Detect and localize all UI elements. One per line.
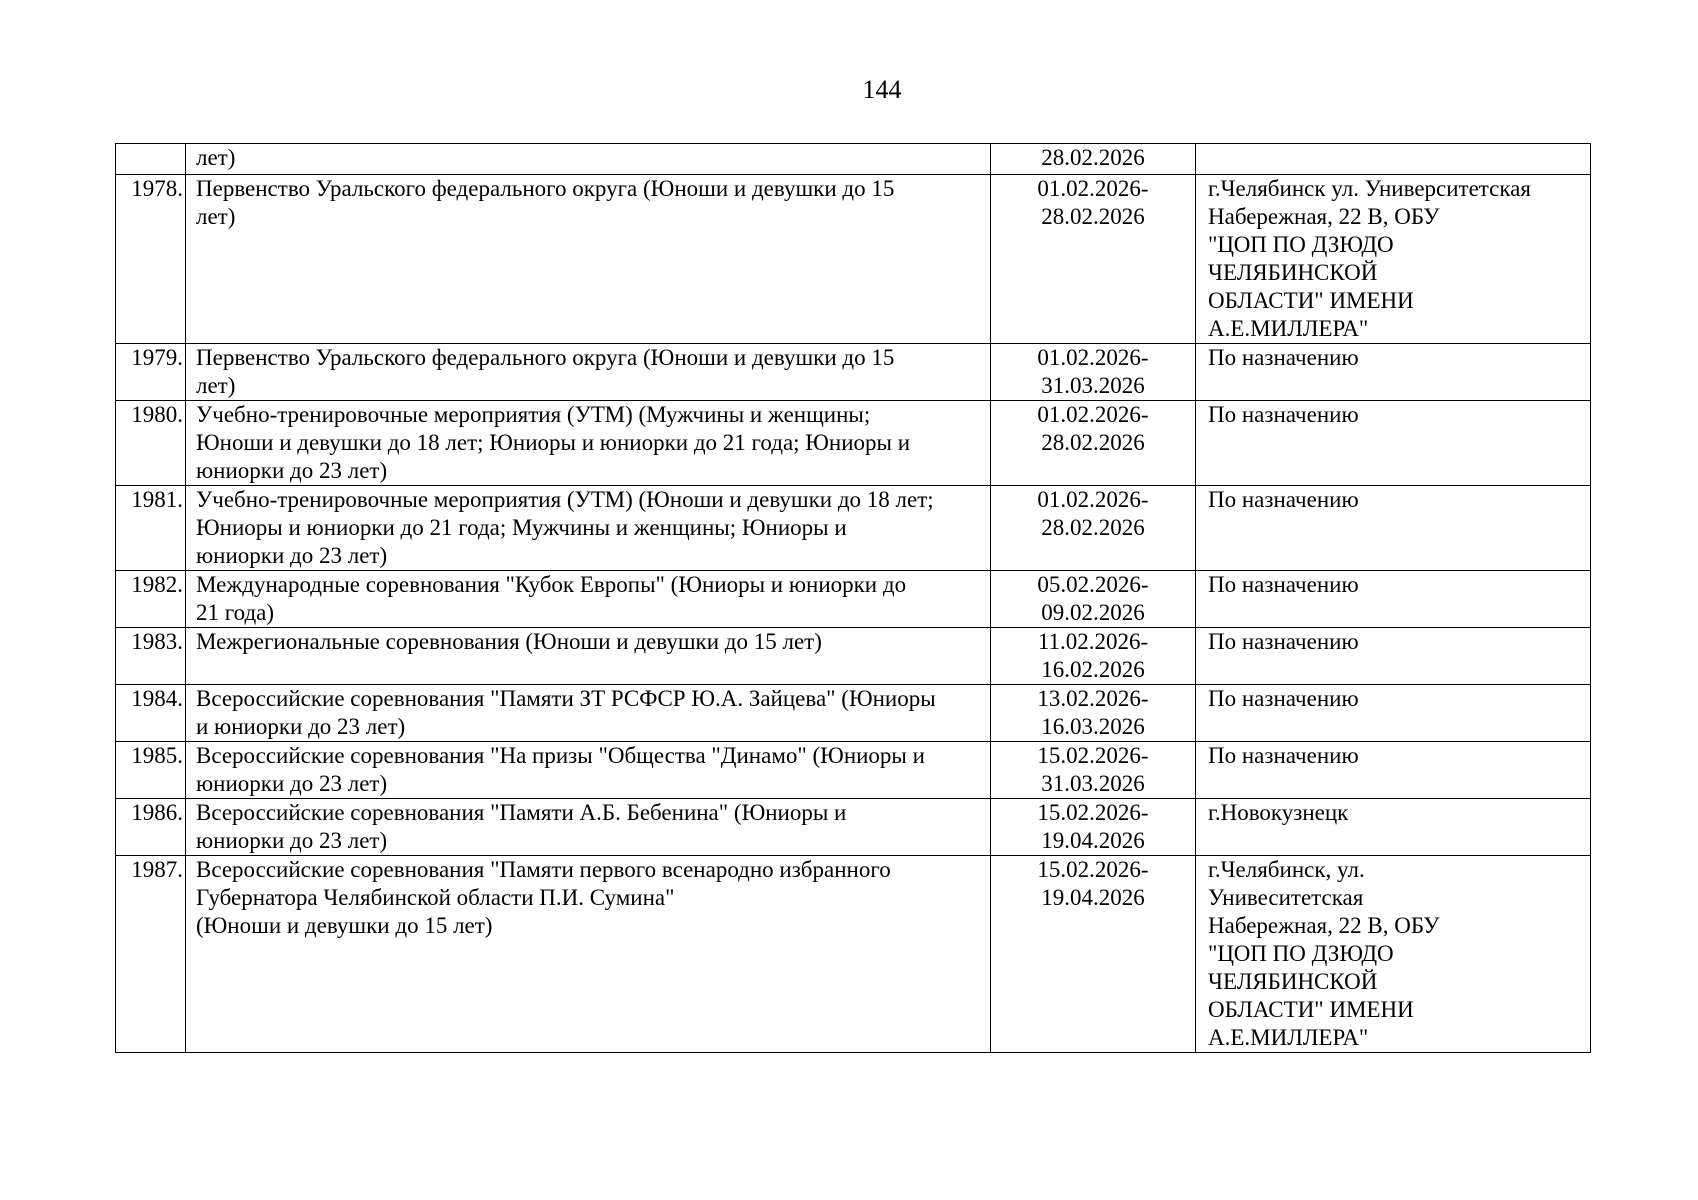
event-dates-line: 09.02.2026: [1041, 600, 1145, 625]
event-place-cell: [1196, 856, 1591, 1053]
event-dates-cell: [991, 175, 1196, 344]
row-number: 1981.: [116, 486, 186, 571]
table-row: [116, 175, 1591, 344]
event-dates-line: 28.02.2026: [1041, 204, 1145, 229]
event-place-line: "ЦОП ПО ДЗЮДО: [1208, 232, 1394, 257]
event-name-cell: [186, 401, 991, 486]
table-row: [116, 401, 1591, 486]
event-dates-line: 01.02.2026-: [1037, 345, 1149, 370]
event-name-line: Учебно-тренировочные мероприятия (УТМ) (Мужчины и женщины;: [196, 402, 871, 427]
event-name-line: юниорки до 23 лет): [196, 828, 388, 853]
event-place-line: г.Челябинск ул. Университетская: [1208, 176, 1531, 201]
event-dates-cell: [991, 344, 1196, 401]
event-name-cell: [186, 628, 991, 685]
event-place-cell: [1196, 486, 1591, 571]
event-name-cell: [186, 175, 991, 344]
row-number: 1980.: [116, 401, 186, 486]
event-name-cell: [186, 144, 991, 175]
row-number: 1986.: [116, 799, 186, 856]
table-row: [116, 856, 1591, 1053]
event-name-line: Юниоры и юниорки до 21 года; Мужчины и женщины; Юниоры и: [196, 515, 847, 540]
event-place-cell: [1196, 628, 1591, 685]
event-dates-line: 31.03.2026: [1041, 373, 1145, 398]
event-place-cell: [1196, 344, 1591, 401]
event-place-line: Набережная, 22 В, ОБУ: [1208, 913, 1440, 938]
table-row: [116, 144, 1591, 175]
event-name-line: Первенство Уральского федерального округа (Юноши и девушки до 15: [196, 176, 895, 201]
event-dates-cell: [991, 571, 1196, 628]
event-name-cell: [186, 571, 991, 628]
event-place-line: А.Е.МИЛЛЕРА": [1208, 316, 1369, 341]
event-name-line: Международные соревнования "Кубок Европы" (Юниоры и юниорки до: [196, 572, 907, 597]
event-dates-line: 16.03.2026: [1041, 714, 1145, 739]
event-name-line: Губернатора Челябинской области П.И. Сумина": [196, 885, 675, 910]
event-dates-line: 05.02.2026-: [1037, 572, 1149, 597]
event-place-cell: [1196, 742, 1591, 799]
table-row: [116, 685, 1591, 742]
event-name-cell: [186, 799, 991, 856]
event-place-line: ОБЛАСТИ" ИМЕНИ: [1208, 288, 1414, 313]
event-name-line: юниорки до 23 лет): [196, 771, 388, 796]
event-dates-cell: [991, 401, 1196, 486]
event-place-cell: [1196, 175, 1591, 344]
event-dates-line: 28.02.2026: [1041, 430, 1145, 455]
table-row: [116, 571, 1591, 628]
event-dates-cell: [991, 628, 1196, 685]
event-name-cell: [186, 486, 991, 571]
event-dates-line: 28.02.2026: [1041, 515, 1145, 540]
event-place-line: Унивеситетская: [1208, 885, 1364, 910]
event-dates-cell: [991, 685, 1196, 742]
event-place-line: г.Челябинск, ул.: [1208, 857, 1365, 882]
row-number: 1978.: [116, 175, 186, 344]
event-dates-line: 28.02.2026: [1041, 145, 1145, 170]
row-number: 1984.: [116, 685, 186, 742]
event-dates-line: 15.02.2026-: [1037, 800, 1149, 825]
event-dates-line: 11.02.2026-: [1037, 629, 1149, 654]
event-name-line: (Юноши и девушки до 15 лет): [196, 913, 493, 938]
event-name-line: Всероссийские соревнования "Памяти А.Б. Бебенина" (Юниоры и: [196, 800, 847, 825]
event-dates-cell: [991, 486, 1196, 571]
event-place-cell: [1196, 685, 1591, 742]
event-name-line: Всероссийские соревнования "Памяти первого всенародно избранного: [196, 857, 891, 882]
event-place-line: По назначению: [1208, 487, 1359, 512]
event-place-line: ОБЛАСТИ" ИМЕНИ: [1208, 997, 1414, 1022]
event-name-cell: [186, 685, 991, 742]
event-place-line: По назначению: [1208, 345, 1359, 370]
event-name-line: Учебно-тренировочные мероприятия (УТМ) (Юноши и девушки до 18 лет;: [196, 487, 934, 512]
event-place-cell: [1196, 401, 1591, 486]
event-place-line: "ЦОП ПО ДЗЮДО: [1208, 941, 1394, 966]
event-dates-cell: [991, 856, 1196, 1053]
row-number: 1985.: [116, 742, 186, 799]
table-row: [116, 742, 1591, 799]
event-name-line: Юноши и девушки до 18 лет; Юниоры и юниорки до 21 года; Юниоры и: [196, 430, 911, 455]
event-dates-cell: [991, 742, 1196, 799]
event-name-cell: [186, 856, 991, 1053]
event-dates-line: 01.02.2026-: [1037, 487, 1149, 512]
event-place-line: Набережная, 22 В, ОБУ: [1208, 204, 1440, 229]
event-name-cell: [186, 344, 991, 401]
events-table-body: [116, 144, 1591, 1053]
event-name-line: 21 года): [196, 600, 275, 625]
event-dates-line: 31.03.2026: [1041, 771, 1145, 796]
event-name-line: юниорки до 23 лет): [196, 543, 388, 568]
table-row: [116, 628, 1591, 685]
event-dates-line: 01.02.2026-: [1037, 402, 1149, 427]
row-number: [116, 144, 186, 175]
event-dates-line: 01.02.2026-: [1037, 176, 1149, 201]
event-place-line: А.Е.МИЛЛЕРА": [1208, 1025, 1369, 1050]
event-dates-line: 15.02.2026-: [1037, 857, 1149, 882]
event-name-line: лет): [196, 373, 236, 398]
row-number: 1982.: [116, 571, 186, 628]
event-dates-line: 15.02.2026-: [1037, 743, 1149, 768]
events-table: [115, 143, 1591, 1053]
event-place-cell: [1196, 144, 1591, 175]
row-number: 1987.: [116, 856, 186, 1053]
event-place-line: По назначению: [1208, 572, 1359, 597]
event-place-line: По назначению: [1208, 686, 1359, 711]
event-dates-line: 16.02.2026: [1041, 657, 1145, 682]
event-name-cell: [186, 742, 991, 799]
event-dates-line: 19.04.2026: [1041, 885, 1145, 910]
event-name-line: Первенство Уральского федерального округа (Юноши и девушки до 15: [196, 345, 895, 370]
table-row: [116, 344, 1591, 401]
event-name-line: Всероссийские соревнования "На призы "Общества "Динамо" (Юниоры и: [196, 743, 925, 768]
event-dates-line: 19.04.2026: [1041, 828, 1145, 853]
event-name-line: лет): [196, 204, 236, 229]
event-dates-cell: [991, 144, 1196, 175]
event-name-line: и юниорки до 23 лет): [196, 714, 406, 739]
event-name-line: Всероссийские соревнования "Памяти ЗТ РСФСР Ю.А. Зайцева" (Юниоры: [196, 686, 936, 711]
row-number: 1979.: [116, 344, 186, 401]
event-place-line: ЧЕЛЯБИНСКОЙ: [1208, 260, 1378, 285]
event-dates-line: 13.02.2026-: [1037, 686, 1149, 711]
event-name-line: Межрегиональные соревнования (Юноши и девушки до 15 лет): [196, 629, 822, 654]
event-name-line: лет): [196, 145, 236, 170]
event-dates-cell: [991, 799, 1196, 856]
event-place-line: г.Новокузнецк: [1208, 800, 1349, 825]
event-place-cell: [1196, 799, 1591, 856]
page-number: 144: [862, 75, 902, 104]
row-number: 1983.: [116, 628, 186, 685]
event-name-line: юниорки до 23 лет): [196, 458, 388, 483]
table-row: [116, 486, 1591, 571]
event-place-cell: [1196, 571, 1591, 628]
event-place-line: По назначению: [1208, 402, 1359, 427]
event-place-line: ЧЕЛЯБИНСКОЙ: [1208, 969, 1378, 994]
event-place-line: По назначению: [1208, 743, 1359, 768]
table-row: [116, 799, 1591, 856]
event-place-line: По назначению: [1208, 629, 1359, 654]
